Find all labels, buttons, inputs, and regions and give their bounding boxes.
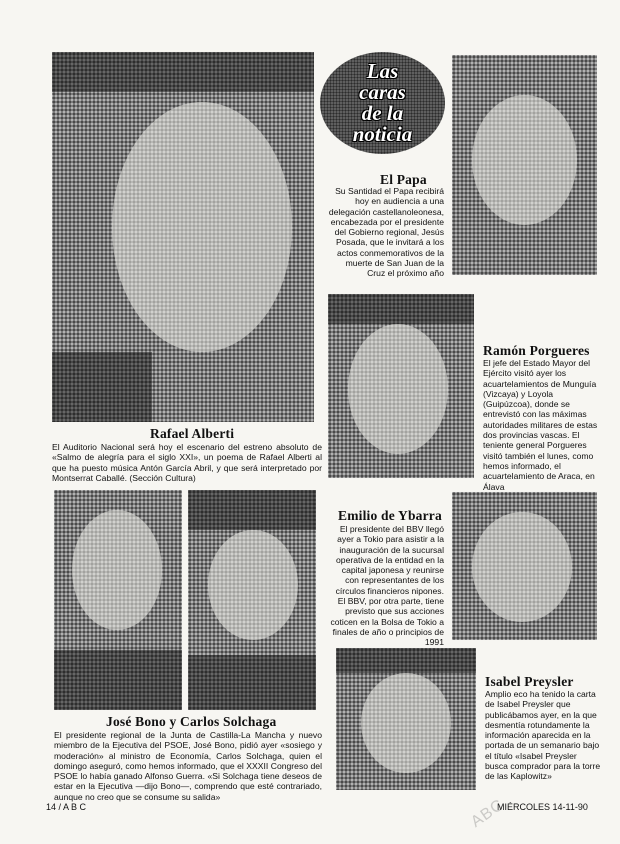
headline-ramon-porgueres: Ramón Porgueres: [483, 343, 590, 358]
headline-el-papa: El Papa: [380, 172, 427, 187]
photo-jose-bono: [54, 490, 182, 710]
photo-rafael-alberti: [52, 52, 314, 422]
section-badge: [320, 52, 445, 154]
badge-line: Las: [366, 59, 399, 83]
watermark: ABC: [468, 796, 508, 831]
headline-isabel-preysler: Isabel Preysler: [485, 674, 574, 689]
badge-line: caras: [359, 80, 406, 104]
headline-rafael-alberti: Rafael Alberti: [150, 426, 235, 441]
badge-line: de la: [361, 101, 404, 125]
photo-carlos-solchaga: [188, 490, 316, 710]
page-number: 14 / A B C: [46, 802, 87, 812]
page-date: MIÉRCOLES 14-11-90: [497, 802, 588, 812]
badge-line: noticia: [352, 122, 413, 146]
photo-el-papa: [452, 55, 597, 275]
headline-emilio-de-ybarra: Emilio de Ybarra: [338, 508, 442, 523]
headline-jose-bono-carlos-solchaga: José Bono y Carlos Solchaga: [106, 714, 277, 729]
text-isabel-preysler: Amplio eco ha tenido la carta de Isabel Preysler que publicábamos ayer, en la que desmentía rotundamente la información aparecida en la portada de un semanario bajo el título «Isabel Preysler busca comprador para la torre de las Kaplowitz»: [485, 689, 601, 782]
text-jose-bono-carlos-solchaga: El presidente regional de la Junta de Castilla-La Mancha y nuevo miembro de la Ejecutiva del PSOE, José Bono, pidió ayer «sosiego y moderación» al ministro de Economía, Carlos Solchaga, quien el domingo aseguró, como hemos informado, que el XXXII Congreso del PSOE lo había ganado Alfonso Guerra. «Si Solchaga tiene deseos de estar en la Ejecutiva —dijo Bono—, comprendo que esté contrariado, aunque no creo que se consume su salida»: [54, 730, 322, 802]
text-el-papa: Su Santidad el Papa recibirá hoy en audiencia a una delegación castellanoleonesa, encabezada por el presidente del Gobierno regional, Jesús Posada, que le invitará a los actos conmemorativos de la muerte de San Juan de la Cruz el próximo año: [328, 186, 444, 279]
photo-ramon-porgueres: [328, 294, 474, 478]
text-ramon-porgueres: El jefe del Estado Mayor del Ejército visitó ayer los acuartelamientos de Munguía (Vizcaya) y Loyola (Guipúzcoa), donde se entrevistó con las máximas autoridades militares de estas dos provincias vascas. El teniente general Porgueres visitó también el lunes, como hemos informado, el acuartelamiento de Araca, en Álava: [483, 358, 598, 492]
photo-isabel-preysler: [336, 648, 476, 790]
text-emilio-de-ybarra: El presidente del BBV llegó ayer a Tokio para asistir a la inauguración de la sucursal operativa de la entidad en la capital japonesa y reunirse con representantes de los círculos financieros nipones. El BBV, por otra parte, tiene previsto que sus acciones coticen en la Bolsa de Tokio a finales de año o principios de 1991: [330, 524, 444, 648]
photo-emilio-de-ybarra: [452, 492, 597, 640]
text-rafael-alberti: El Auditorio Nacional será hoy el escenario del estreno absoluto de «Salmo de alegría para el siglo XXI», un poema de Rafael Alberti al que ha puesto música Antón García Abril, y que será interpretado por Montserrat Caballé. (Sección Cultura): [52, 442, 322, 483]
